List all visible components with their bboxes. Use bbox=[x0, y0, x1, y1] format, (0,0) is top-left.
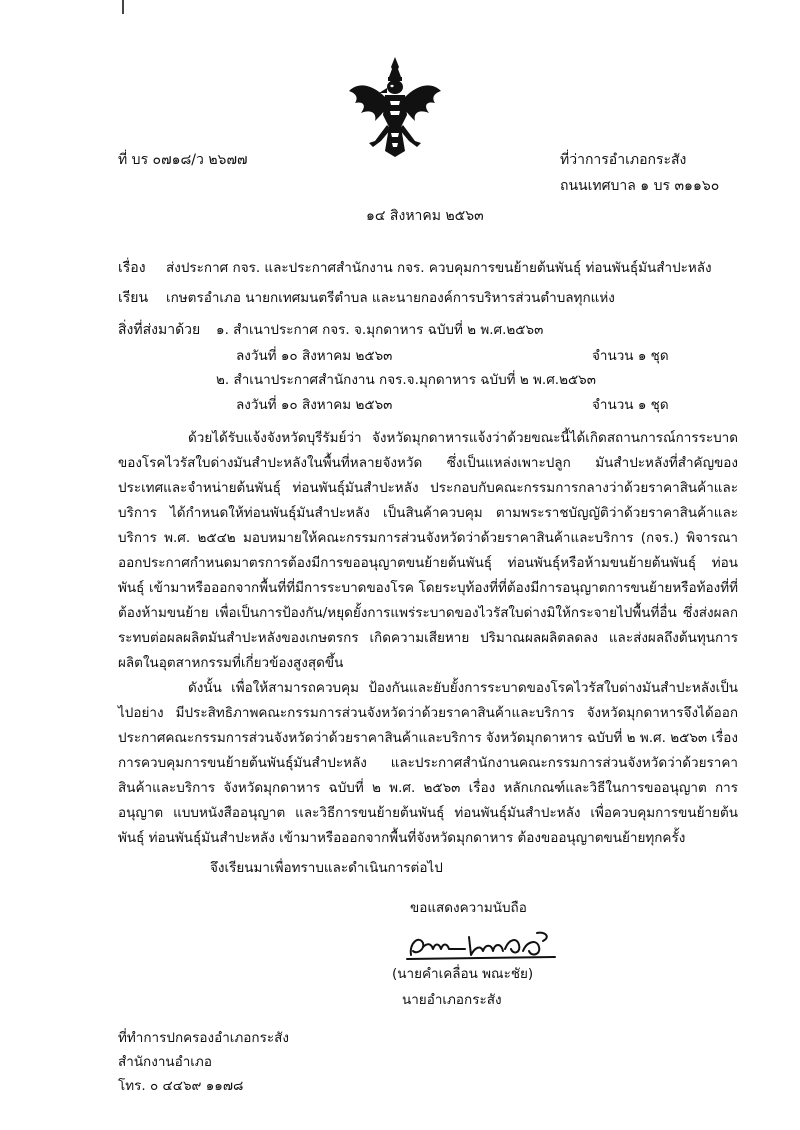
closing-request: จึงเรียนมาเพื่อทราบและดำเนินการต่อไป bbox=[210, 860, 443, 876]
body-paragraph-2-text: ดังนั้น เพื่อให้สามารถควบคุม ป้องกันและยับยั้งการระบาดของโรคไวรัสใบด่างมันสำปะหลังเป็นไปอย่าง มีประสิทธิภาพคณะกรรมการส่วนจังหวัดว่าด้วยราคาสินค้าและบริการ จังหวัดมุกดาหารจึงได้ออกประกาศคณะกรรมการส่วนจังหวัดว่าด้วยราคาสินค้าและบริการ จังหวัดมุกดาหาร ฉบับที่ ๒ พ.ศ. ๒๕๖๓ เรื่อง การควบคุมการขนย้ายต้นพันธุ์มันสำปะหลัง และประกาศสำนักงานคณะกรรมการส่วนจังหวัดว่าด้วยราคาสินค้าและบริการ จังหวัดมุกดาหาร ฉบับที่ ๒ พ.ศ. ๒๕๖๓ เรื่อง หลักเกณฑ์และวิธีในการขออนุญาต การอนุญาต แบบหนังสืออนุญาต และวิธีการขนย้ายต้นพันธุ์ ท่อนพันธุ์มันสำปะหลัง เพื่อควบคุมการขนย้ายต้นพันธุ์ ท่อนพันธุ์มันสำปะหลัง เข้ามาหรือออกจากพื้นที่จังหวัดมุกดาหาร ต้องขออนุญาตขนย้ายทุกครั้ง bbox=[118, 680, 738, 846]
office-address-line2: ถนนเทศบาล ๑ บร ๓๑๑๖๐ bbox=[560, 178, 720, 194]
attachment-1-line2: ลงวันที่ ๑๐ สิงหาคม ๒๕๖๓ bbox=[236, 348, 393, 364]
scan-edge-mark bbox=[122, 0, 124, 14]
handwritten-signature bbox=[405, 925, 565, 965]
attachment-1-qty: จำนวน ๑ ชุด bbox=[592, 348, 669, 364]
footer-phone: โทร. ๐ ๔๔๖๙ ๑๑๗๘ bbox=[118, 1078, 244, 1094]
body-paragraph-2 bbox=[118, 676, 738, 851]
attachment-2-line1: ๒. สำเนาประกาศสำนักงาน กจร.จ.มุกดาหาร ฉบับที่ ๒ พ.ศ.๒๕๖๓ bbox=[216, 372, 596, 388]
footer-department: ที่ทำการปกครองอำเภอกระสัง bbox=[118, 1030, 289, 1046]
subject-text: ส่งประกาศ กจร. และประกาศสำนักงาน กจร. ควบคุมการขนย้ายต้นพันธุ์ ท่อนพันธุ์มันสำปะหลัง bbox=[166, 260, 712, 276]
signatory-name: (นายคำเคลื่อน พณะชัย) bbox=[392, 966, 534, 982]
signatory-position: นายอำเภอกระสัง bbox=[402, 992, 502, 1008]
recipient-label: เรียน bbox=[118, 290, 149, 306]
attachment-1-line1: ๑. สำเนาประกาศ กจร. จ.มุกดาหาร ฉบับที่ ๒ พ.ศ.๒๕๖๓ bbox=[216, 322, 544, 338]
attachment-2-line2: ลงวันที่ ๑๐ สิงหาคม ๒๕๖๓ bbox=[236, 397, 393, 413]
footer-office: สำนักงานอำเภอ bbox=[118, 1054, 212, 1070]
attachments-label: สิ่งที่ส่งมาด้วย bbox=[118, 322, 201, 338]
salutation: ขอแสดงความนับถือ bbox=[410, 900, 527, 916]
body-paragraph-1-text: ด้วยได้รับแจ้งจังหวัดบุรีรัมย์ว่า จังหวัดมุกดาหารแจ้งว่าด้วยขณะนี้ได้เกิดสถานการณ์การระบาดของโรคไวรัสใบด่างมันสำปะหลังในพื้นที่หลายจังหวัด ซึ่งเป็นแหล่งเพาะปลูก มันสำปะหลังที่สำคัญของประเทศและจำหน่ายต้นพันธุ์ ท่อนพันธุ์มันสำปะหลัง ประกอบกับคณะกรรมการกลางว่าด้วยราคาสินค้าและบริการ ได้กำหนดให้ท่อนพันธุ์มันสำปะหลัง เป็นสินค้าควบคุม ตามพระราชบัญญัติว่าด้วยราคาสินค้าและบริการ พ.ศ. ๒๕๔๒ มอบหมายให้คณะกรรมการส่วนจังหวัดว่าด้วยราคาสินค้าและบริการ (กจร.) พิจารณาออกประกาศกำหนดมาตรการต้องมีการขออนุญาตขนย้ายต้นพันธุ์ ท่อนพันธุ์หรือห้ามขนย้ายต้นพันธุ์ ท่อนพันธุ์ เข้ามาหรือออกจากพื้นที่ที่มีการระบาดของโรค โดยระบุท้องที่ที่ต้องมีการอนุญาตการขนย้ายหรือท้องที่ที่ต้องห้ามขนย้าย เพื่อเป็นการป้องกัน/หยุดยั้งการแพร่ระบาดของไวรัสใบด่างมิให้กระจายไปพื้นที่อื่น ซึ่งส่งผลกระทบต่อผลผลิตมันสำปะหลังของเกษตรกร เกิดความเสียหาย ปริมาณผลผลิตลดลง และส่งผลถึงต้นทุนการผลิตในอุตสาหกรรมที่เกี่ยวข้องสูงสุดขึ้น bbox=[118, 430, 738, 671]
reference-number: ที่ บร ๐๗๑๘/ว ๒๖๗๗ bbox=[118, 152, 248, 168]
recipient-text: เกษตรอำเภอ นายกเทศมนตรีตำบล และนายกองค์การบริหารส่วนตำบลทุกแห่ง bbox=[166, 290, 615, 306]
garuda-emblem-icon bbox=[345, 55, 445, 158]
attachment-2-qty: จำนวน ๑ ชุด bbox=[592, 397, 669, 413]
letter-date: ๑๔ สิงหาคม ๒๕๖๓ bbox=[366, 208, 484, 224]
body-paragraph-1 bbox=[118, 426, 738, 676]
office-address-line1: ที่ว่าการอำเภอกระสัง bbox=[560, 152, 687, 168]
subject-label: เรื่อง bbox=[118, 260, 146, 276]
